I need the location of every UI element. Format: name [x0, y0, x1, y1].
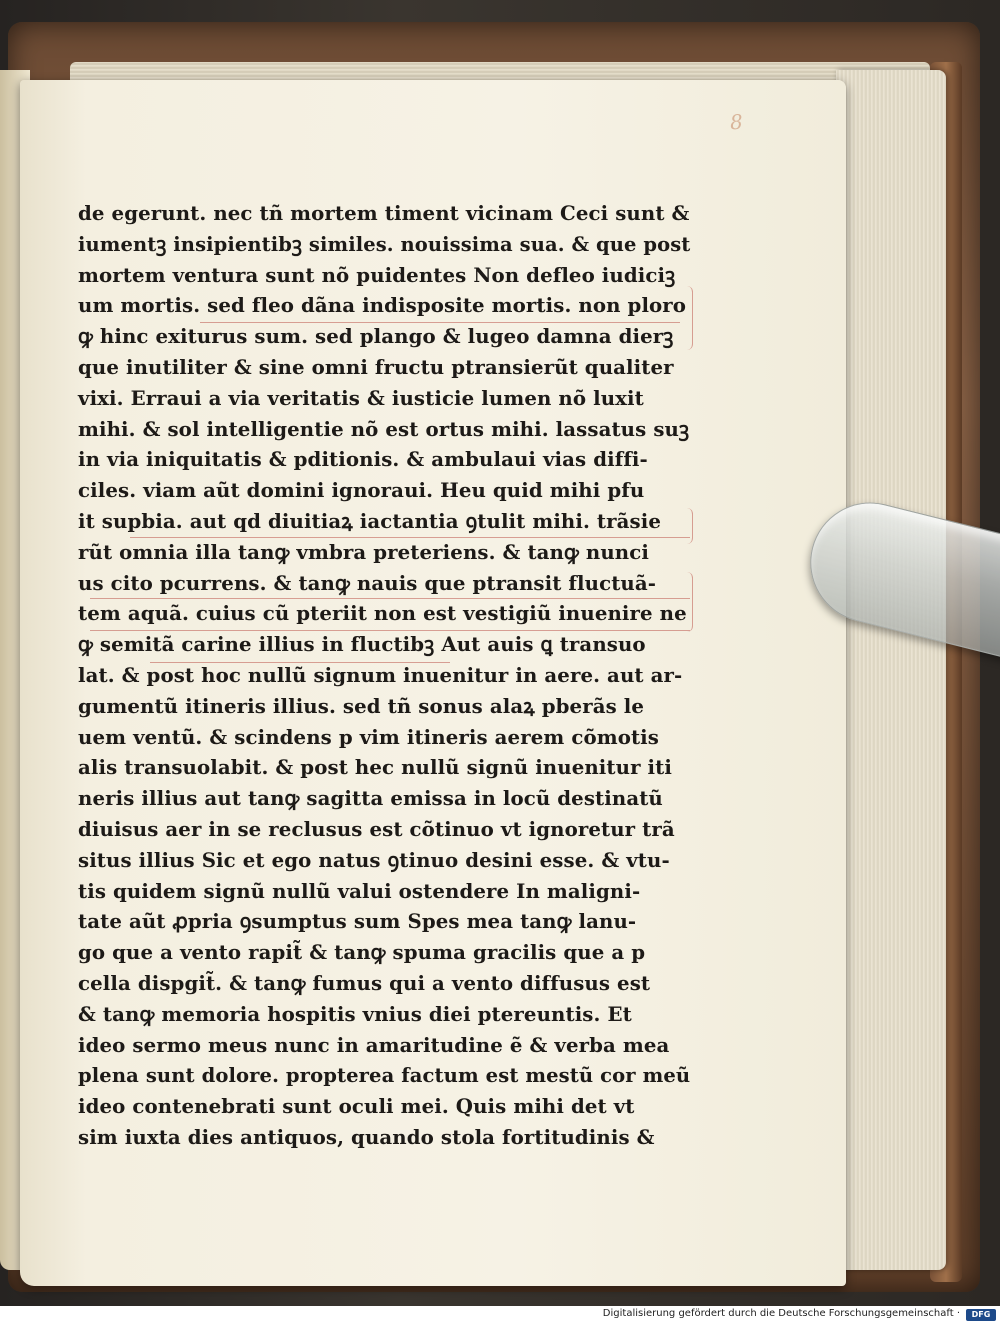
- text-line: diuisus aer in se reclusus est cõtinuo vt ignoretur trã: [78, 816, 675, 841]
- text-line: ideo contenebrati sunt oculi mei. Quis mihi det vt: [78, 1094, 635, 1119]
- text-line: gumentũ itineris illius. sed tñ sonus alaꝝ pberãs le: [78, 693, 645, 718]
- text-line: tate aũt ꝓpria ꝯsumptus sum Spes mea tanꝙ lanu-: [78, 909, 637, 934]
- text-line: mihi. & sol intelligentie nõ est ortus mihi. lassatus suꝫ: [78, 416, 690, 441]
- text-line: rũt omnia illa tanꝙ vmbra preteriens. & tanꝙ nunci: [78, 539, 649, 564]
- red-underline: [90, 598, 690, 599]
- red-underline: [90, 630, 690, 631]
- text-line: alis transuolabit. & post hec nullũ signũ inuenitur iti: [78, 755, 672, 780]
- text-line: iumentꝫ insipientibꝫ similes. nouissima sua. & que post: [78, 231, 691, 256]
- text-line: & tanꝙ memoria hospitis vnius diei ptereuntis. Et: [78, 1001, 632, 1026]
- text-line: ꝙ hinc exiturus sum. sed plango & lugeo damna dierꝫ: [78, 324, 674, 349]
- text-line: lat. & post hoc nullũ signum inuenitur in aere. aut ar-: [78, 662, 683, 687]
- text-block: [78, 198, 698, 1153]
- red-underline: [130, 537, 690, 538]
- text-line: go que a vento rapit̃ & tanꝙ spuma gracilis que a p: [78, 940, 646, 965]
- text-line: ideo sermo meus nunc in amaritudine ẽ & verba mea: [78, 1032, 670, 1057]
- folio-number: 8: [729, 109, 744, 135]
- page-stack-edge: [836, 70, 946, 1270]
- red-bracket: [686, 286, 693, 350]
- text-line: cella dispgit̃. & tanꝙ fumus qui a vento diffusus est: [78, 970, 651, 995]
- red-bracket: [686, 572, 693, 632]
- text-line: it supbia. aut qd diuitiaꝝ iactantia ꝯtulit mihi. trãsie: [78, 508, 661, 533]
- text-line: de egerunt. nec tñ mortem timent vicinam Ceci sunt &: [78, 201, 690, 225]
- text-line: ꝙ semitã carine illius in fluctibꝫ Aut auis ꝗ transuo: [78, 632, 646, 657]
- text-line: in via iniquitatis & pditionis. & ambulaui vias diffi-: [78, 447, 648, 472]
- text-line: neris illius aut tanꝙ sagitta emissa in locũ destinatũ: [78, 786, 663, 811]
- text-line: situs illius Sic et ego natus ꝯtinuo desini esse. & vtu-: [78, 847, 670, 872]
- text-line: que inutiliter & sine omni fructu ptransierũt qualiter: [78, 354, 674, 379]
- text-line: sim iuxta dies antiquos, quando stola fortitudinis &: [78, 1124, 655, 1149]
- text-line: mortem ventura sunt nõ puidentes Non defleo iudiciꝫ: [78, 262, 676, 287]
- text-line: tem aquã. cuius cũ pteriit non est vestigiũ inuenire ne: [78, 601, 687, 626]
- text-line: us cito pcurrens. & tanꝙ nauis que ptransit fluctuã-: [78, 570, 657, 595]
- text-line: uem ventũ. & scindens p vim itineris aerem cõmotis: [78, 724, 659, 749]
- text-line: vixi. Erraui a via veritatis & iusticie lumen nõ luxit: [78, 385, 644, 410]
- dfg-logo: DFG: [966, 1309, 996, 1321]
- red-bracket: [686, 508, 693, 544]
- footer-credit: Digitalisierung gefördert durch die Deutsche Forschungsgemeinschaft ·: [602, 1308, 960, 1319]
- text-line: plena sunt dolore. propterea factum est mestũ cor meũ: [78, 1063, 691, 1088]
- text-line: tis quidem signũ nullũ valui ostendere In maligni-: [78, 878, 641, 903]
- text-line: ciles. viam aũt domini ignoraui. Heu quid mihi pfu: [78, 478, 645, 503]
- footer-bar: [0, 1306, 1000, 1324]
- red-underline: [150, 662, 450, 663]
- red-underline: [200, 322, 680, 323]
- text-line: um mortis. sed fleo dãna indisposite mortis. non ploro: [78, 293, 687, 318]
